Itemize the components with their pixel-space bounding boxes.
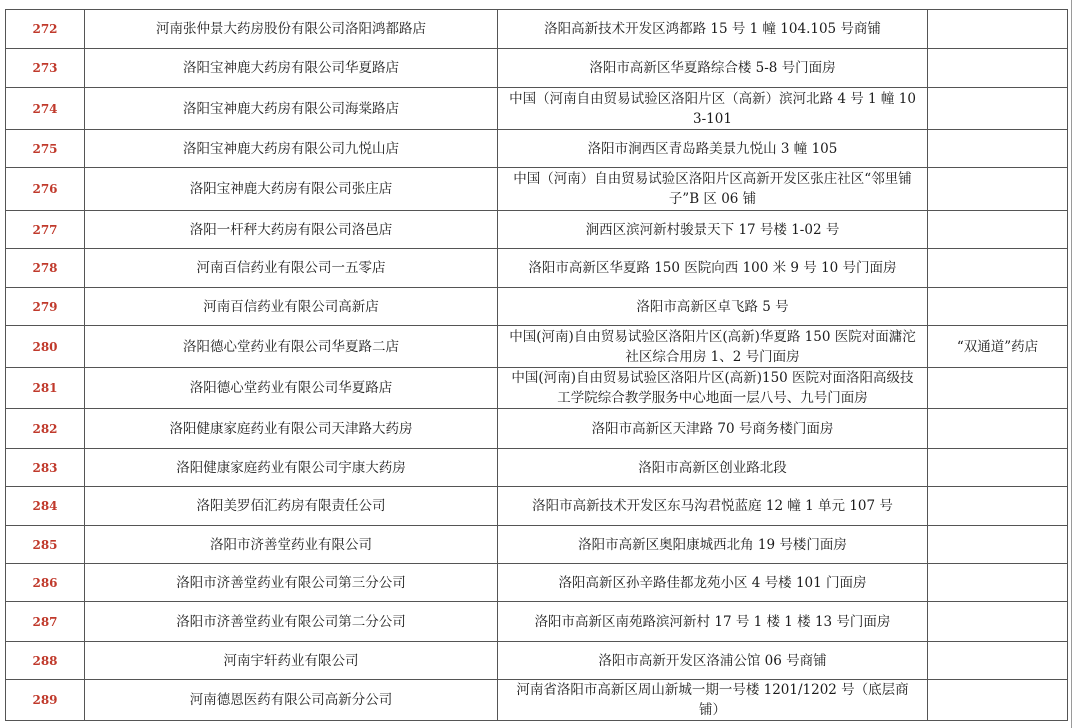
row-number-cell: 284 bbox=[6, 487, 85, 526]
remark-cell bbox=[928, 88, 1068, 130]
table-row bbox=[6, 49, 1068, 88]
table-row bbox=[6, 680, 1068, 721]
company-address-cell: 洛阳市高新区创业路北段 bbox=[498, 449, 928, 487]
table-row bbox=[6, 326, 1068, 368]
remark-cell bbox=[928, 564, 1068, 602]
row-number-cell: 281 bbox=[6, 368, 85, 409]
remark-cell bbox=[928, 168, 1068, 211]
row-number-cell: 276 bbox=[6, 168, 85, 211]
company-name-cell: 河南百信药业有限公司高新店 bbox=[85, 288, 498, 326]
remark-cell bbox=[928, 642, 1068, 680]
company-address-cell: 洛阳市高新区卓飞路 5 号 bbox=[498, 288, 928, 326]
company-name-cell: 洛阳宝神鹿大药房有限公司海棠路店 bbox=[85, 88, 498, 130]
company-name-cell: 洛阳健康家庭药业有限公司宇康大药房 bbox=[85, 449, 498, 487]
table-row bbox=[6, 88, 1068, 130]
remark-cell bbox=[928, 602, 1068, 642]
row-number-cell: 283 bbox=[6, 449, 85, 487]
remark-cell bbox=[928, 49, 1068, 88]
company-address-cell: 洛阳市高新开发区洛浦公馆 06 号商铺 bbox=[498, 642, 928, 680]
row-number-cell: 280 bbox=[6, 326, 85, 368]
company-address-cell: 洛阳市涧西区青岛路美景九悦山 3 幢 105 bbox=[498, 130, 928, 168]
row-number-cell: 279 bbox=[6, 288, 85, 326]
row-number-cell: 286 bbox=[6, 564, 85, 602]
company-address-cell: 洛阳市高新区华夏路 150 医院向西 100 米 9 号 10 号门面房 bbox=[498, 249, 928, 288]
remark-cell: “双通道”药店 bbox=[928, 326, 1068, 368]
table-row bbox=[6, 10, 1068, 49]
remark-cell bbox=[928, 487, 1068, 526]
company-address-cell: 洛阳市高新区华夏路综合楼 5-8 号门面房 bbox=[498, 49, 928, 88]
company-name-cell: 洛阳宝神鹿大药房有限公司张庄店 bbox=[85, 168, 498, 211]
company-address-cell: 洛阳市高新技术开发区东马沟君悦蓝庭 12 幢 1 单元 107 号 bbox=[498, 487, 928, 526]
remark-cell bbox=[928, 211, 1068, 249]
row-number-cell: 288 bbox=[6, 642, 85, 680]
company-name-cell: 洛阳德心堂药业有限公司华夏路店 bbox=[85, 368, 498, 409]
row-number-cell: 272 bbox=[6, 10, 85, 49]
table-body bbox=[6, 10, 1068, 721]
table-row bbox=[6, 211, 1068, 249]
table-row bbox=[6, 526, 1068, 564]
company-address-cell: 河南省洛阳市高新区周山新城一期一号楼 1201/1202 号（底层商铺） bbox=[498, 680, 928, 721]
company-address-cell: 中国(河南)自由贸易试验区洛阳片区(高新)150 医院对面洛阳高级技工学院综合教学服务中心地面一层八号、九号门面房 bbox=[498, 368, 928, 409]
table-row bbox=[6, 130, 1068, 168]
company-name-cell: 河南百信药业有限公司一五零店 bbox=[85, 249, 498, 288]
table-row bbox=[6, 409, 1068, 449]
company-address-cell: 涧西区滨河新村骏景天下 17 号楼 1-02 号 bbox=[498, 211, 928, 249]
table-row bbox=[6, 487, 1068, 526]
company-name-cell: 河南宇轩药业有限公司 bbox=[85, 642, 498, 680]
remark-cell bbox=[928, 10, 1068, 49]
company-address-cell: 中国（河南）自由贸易试验区洛阳片区高新开发区张庄社区“邻里铺子”B 区 06 铺 bbox=[498, 168, 928, 211]
company-name-cell: 洛阳健康家庭药业有限公司天津路大药房 bbox=[85, 409, 498, 449]
remark-cell bbox=[928, 680, 1068, 721]
table-row bbox=[6, 368, 1068, 409]
remark-cell bbox=[928, 449, 1068, 487]
pharmacy-table bbox=[5, 9, 1068, 721]
remark-cell bbox=[928, 130, 1068, 168]
row-number-cell: 282 bbox=[6, 409, 85, 449]
remark-cell bbox=[928, 288, 1068, 326]
remark-cell bbox=[928, 249, 1068, 288]
company-address-cell: 中国(河南)自由贸易试验区洛阳片区(高新)华夏路 150 医院对面滽沱社区综合用房 1、2 号门面房 bbox=[498, 326, 928, 368]
company-name-cell: 洛阳宝神鹿大药房有限公司华夏路店 bbox=[85, 49, 498, 88]
row-number-cell: 275 bbox=[6, 130, 85, 168]
table-row bbox=[6, 249, 1068, 288]
page-edge-divider bbox=[1071, 0, 1072, 728]
company-name-cell: 洛阳德心堂药业有限公司华夏路二店 bbox=[85, 326, 498, 368]
table-row bbox=[6, 449, 1068, 487]
company-name-cell: 洛阳宝神鹿大药房有限公司九悦山店 bbox=[85, 130, 498, 168]
row-number-cell: 289 bbox=[6, 680, 85, 721]
row-number-cell: 287 bbox=[6, 602, 85, 642]
company-address-cell: 洛阳市高新区奥阳康城西北角 19 号楼门面房 bbox=[498, 526, 928, 564]
remark-cell bbox=[928, 409, 1068, 449]
company-name-cell: 洛阳一杆秤大药房有限公司洛邑店 bbox=[85, 211, 498, 249]
remark-cell bbox=[928, 526, 1068, 564]
remark-cell bbox=[928, 368, 1068, 409]
table-row bbox=[6, 564, 1068, 602]
company-address-cell: 洛阳市高新区南苑路滨河新村 17 号 1 楼 1 楼 13 号门面房 bbox=[498, 602, 928, 642]
row-number-cell: 277 bbox=[6, 211, 85, 249]
company-address-cell: 洛阳高新技术开发区鸿都路 15 号 1 幢 104.105 号商铺 bbox=[498, 10, 928, 49]
company-name-cell: 河南德恩医药有限公司高新分公司 bbox=[85, 680, 498, 721]
row-number-cell: 273 bbox=[6, 49, 85, 88]
company-name-cell: 河南张仲景大药房股份有限公司洛阳鸿都路店 bbox=[85, 10, 498, 49]
company-name-cell: 洛阳市济善堂药业有限公司第二分公司 bbox=[85, 602, 498, 642]
company-name-cell: 洛阳美罗佰汇药房有限责任公司 bbox=[85, 487, 498, 526]
company-address-cell: 洛阳市高新区天津路 70 号商务楼门面房 bbox=[498, 409, 928, 449]
company-name-cell: 洛阳市济善堂药业有限公司 bbox=[85, 526, 498, 564]
company-name-cell: 洛阳市济善堂药业有限公司第三分公司 bbox=[85, 564, 498, 602]
row-number-cell: 274 bbox=[6, 88, 85, 130]
table-row bbox=[6, 168, 1068, 211]
row-number-cell: 285 bbox=[6, 526, 85, 564]
company-address-cell: 中国（河南自由贸易试验区洛阳片区（高新）滨河北路 4 号 1 幢 103-101 bbox=[498, 88, 928, 130]
table-row bbox=[6, 288, 1068, 326]
table-row bbox=[6, 602, 1068, 642]
company-address-cell: 洛阳高新区孙辛路佳都龙苑小区 4 号楼 101 门面房 bbox=[498, 564, 928, 602]
table-row bbox=[6, 642, 1068, 680]
row-number-cell: 278 bbox=[6, 249, 85, 288]
